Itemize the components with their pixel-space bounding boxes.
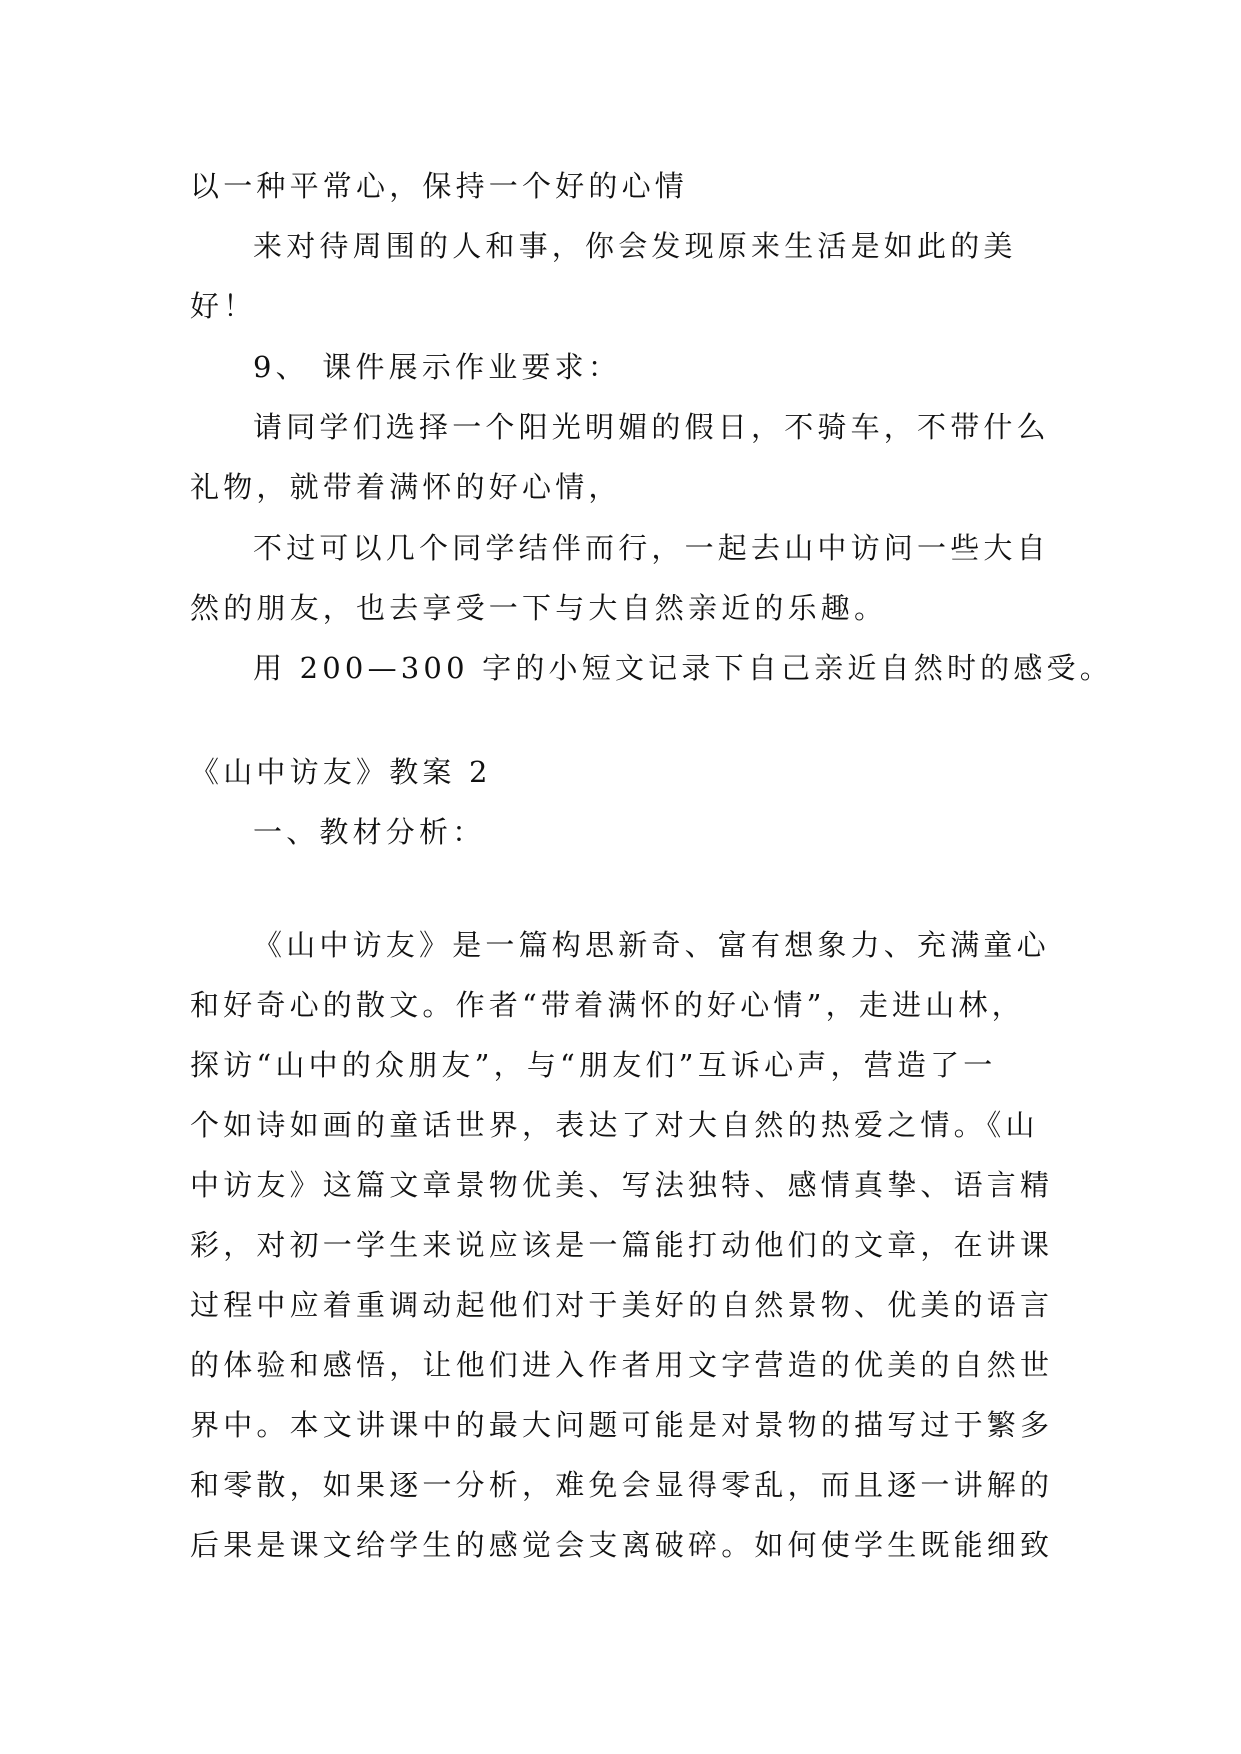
text-line: 以一种平常心，保持一个好的心情: [190, 169, 689, 203]
text-line: 然的朋友，也去享受一下与大自然亲近的乐趣。: [190, 591, 888, 625]
text-line: 后果是课文给学生的感觉会支离破碎。如何使学生既能细致: [190, 1528, 1054, 1562]
text-line: 过程中应着重调动起他们对于美好的自然景物、优美的语言: [190, 1288, 1054, 1322]
text-line: 界中。本文讲课中的最大问题可能是对景物的描写过于繁多: [190, 1408, 1054, 1442]
text-line: 请同学们选择一个阳光明媚的假日，不骑车，不带什么: [253, 410, 1050, 444]
text-line: 和零散，如果逐一分析，难免会显得零乱，而且逐一讲解的: [190, 1468, 1054, 1502]
text-line: 用 200—300 字的小短文记录下自己亲近自然时的感受。: [253, 651, 1113, 685]
text-line: 中访友》这篇文章景物优美、写法独特、感情真挚、语言精: [190, 1168, 1054, 1202]
text-line: 彩，对初一学生来说应该是一篇能打动他们的文章，在讲课: [190, 1228, 1054, 1262]
section-heading: 一、教材分析：: [253, 815, 486, 849]
section-title: 《山中访友》教案 2: [190, 755, 492, 789]
text-line: 的体验和感悟，让他们进入作者用文字营造的优美的自然世: [190, 1348, 1054, 1382]
text-line: 礼物，就带着满怀的好心情，: [190, 470, 622, 504]
text-line: 《山中访友》是一篇构思新奇、富有想象力、充满童心: [253, 928, 1050, 962]
text-line: 和好奇心的散文。作者“带着满怀的好心情”，走进山林，: [190, 988, 1025, 1022]
text-line: 不过可以几个同学结伴而行，一起去山中访问一些大自: [253, 531, 1050, 565]
text-line: 探访“山中的众朋友”，与“朋友们”互诉心声，营造了一: [190, 1048, 997, 1082]
text-line: 个如诗如画的童话世界，表达了对大自然的热爱之情。《山: [190, 1108, 1039, 1142]
text-line: 9、 课件展示作业要求：: [253, 350, 622, 384]
text-line: 来对待周围的人和事，你会发现原来生活是如此的美: [253, 229, 1017, 263]
text-line: 好！: [190, 289, 257, 323]
